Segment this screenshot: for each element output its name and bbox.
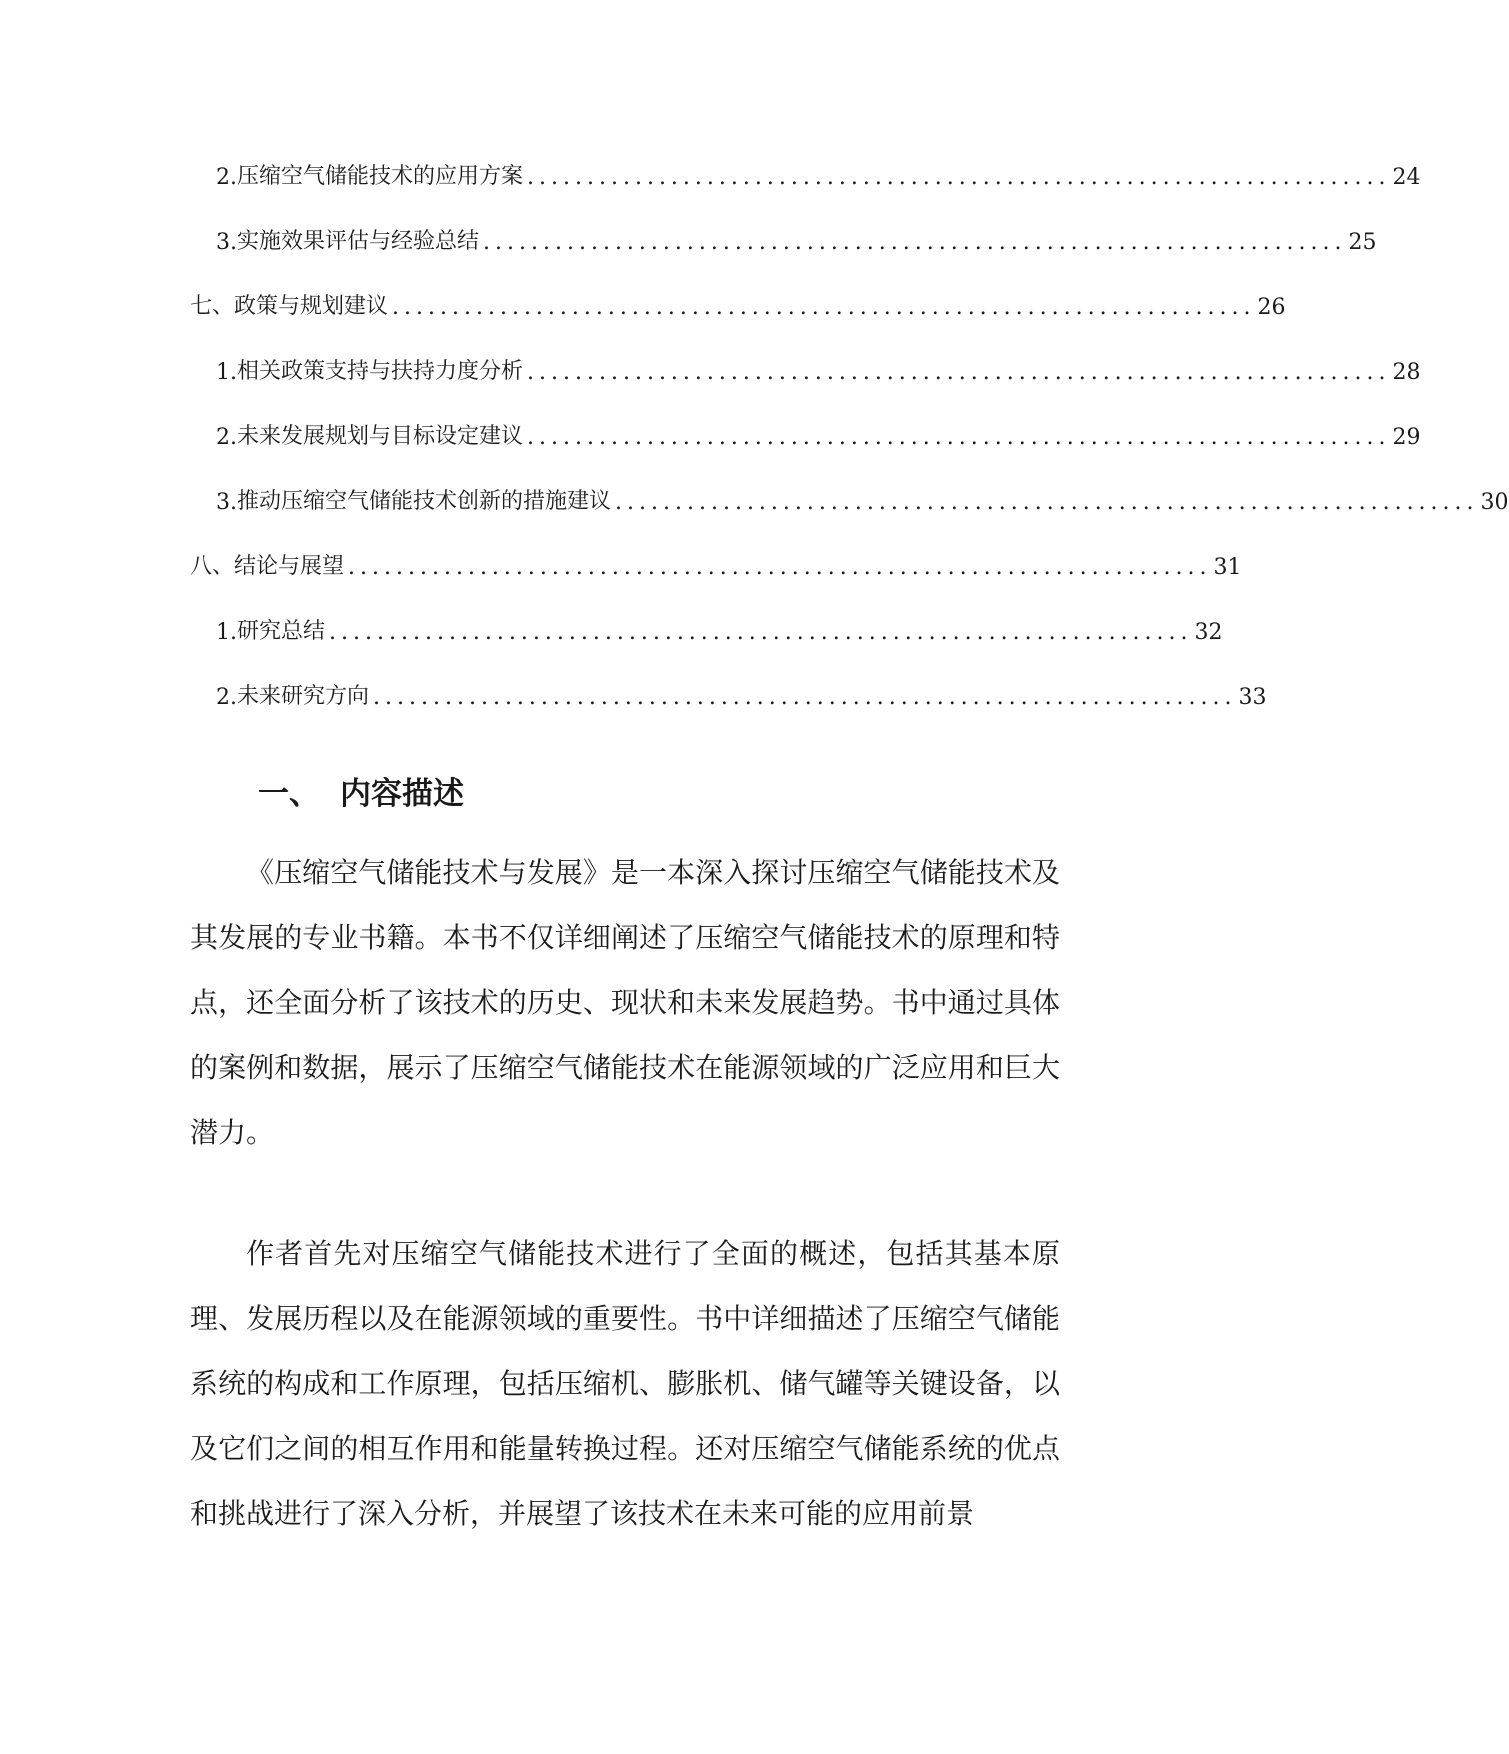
toc-dot-leader: ........................................................................ — [483, 230, 1347, 255]
toc-entry-title: 八、结论与展望 — [190, 554, 345, 579]
toc-entry-page: 31 — [1213, 555, 1242, 580]
toc-dot-leader: ........................................................................ — [527, 425, 1391, 450]
toc-entry-page: 32 — [1194, 620, 1223, 645]
toc-entry-number: 3. — [216, 490, 237, 515]
toc-entry-title: 未来发展规划与目标设定建议 — [237, 424, 524, 449]
toc-entry-number: 2. — [216, 425, 237, 450]
toc-entry-title: 压缩空气储能技术的应用方案 — [237, 164, 524, 189]
body-paragraph: 作者首先对压缩空气储能技术进行了全面的概述，包括其基本原理、发展历程以及在能源领域的重要性。书中详细描述了压缩空气储能系统的构成和工作原理，包括压缩机、膨胀机、储气罐等关键设备，以及它们之间的相互作用和能量转换过程。还对压缩空气储能系统的优点和挑战进行了深入分析，并展望了该技术在未来可能的应用前景 — [190, 1237, 1060, 1530]
toc-entry-title: 实施效果评估与经验总结 — [237, 229, 480, 254]
toc-dot-leader: ........................................................................ — [527, 360, 1391, 385]
toc-entry-title: 推动压缩空气储能技术创新的措施建议 — [237, 489, 612, 514]
section-number: 一、 — [258, 776, 320, 812]
body-paragraph: 《压缩空气储能技术与发展》是一本深入探讨压缩空气储能技术及其发展的专业书籍。本书不仅详细阐述了压缩空气储能技术的原理和特点，还全面分析了该技术的历史、现状和未来发展趋势。书中通过具体的案例和数据，展示了压缩空气储能技术在能源领域的广泛应用和巨大潜力。 — [190, 856, 1060, 1149]
toc-entry[interactable] — [216, 670, 1267, 710]
toc-entry[interactable] — [190, 280, 1286, 320]
toc-dot-leader: ........................................................................ — [527, 165, 1391, 190]
toc-dot-leader: ........................................................................ — [373, 685, 1237, 710]
section-heading — [258, 768, 464, 813]
toc-entry-title: 七、政策与规划建议 — [190, 294, 389, 319]
toc-entry-number: 1. — [216, 360, 237, 385]
toc-dot-leader: ........................................................................ — [348, 555, 1212, 580]
toc-entry-page: 26 — [1257, 295, 1286, 320]
toc-dot-leader: ........................................................................ — [329, 620, 1193, 645]
toc-entry-page: 29 — [1392, 425, 1421, 450]
toc-entry[interactable] — [216, 345, 1421, 385]
toc-entry[interactable] — [216, 475, 1509, 515]
toc-entry-title: 相关政策支持与扶持力度分析 — [237, 359, 524, 384]
toc-entry[interactable] — [216, 605, 1223, 645]
toc-entry-title: 研究总结 — [237, 619, 326, 644]
toc-entry[interactable] — [216, 410, 1421, 450]
toc-entry-number: 2. — [216, 685, 237, 710]
toc-entry-number: 3. — [216, 230, 237, 255]
toc-entry-title: 未来研究方向 — [237, 684, 370, 709]
toc-entry-page: 24 — [1392, 165, 1421, 190]
toc-entry[interactable] — [190, 540, 1242, 580]
toc-dot-leader: ........................................................................ — [392, 295, 1256, 320]
toc-entry[interactable] — [216, 215, 1377, 255]
toc-entry-number: 1. — [216, 620, 237, 645]
toc-dot-leader: ........................................................................ — [615, 490, 1479, 515]
toc-entry-number: 2. — [216, 165, 237, 190]
toc-entry-page: 33 — [1238, 685, 1267, 710]
toc-entry-page: 30 — [1480, 490, 1509, 515]
toc-entry-page: 25 — [1348, 230, 1377, 255]
toc-entry-page: 28 — [1392, 360, 1421, 385]
section-title: 内容描述 — [340, 776, 464, 812]
toc-entry[interactable] — [216, 150, 1421, 190]
